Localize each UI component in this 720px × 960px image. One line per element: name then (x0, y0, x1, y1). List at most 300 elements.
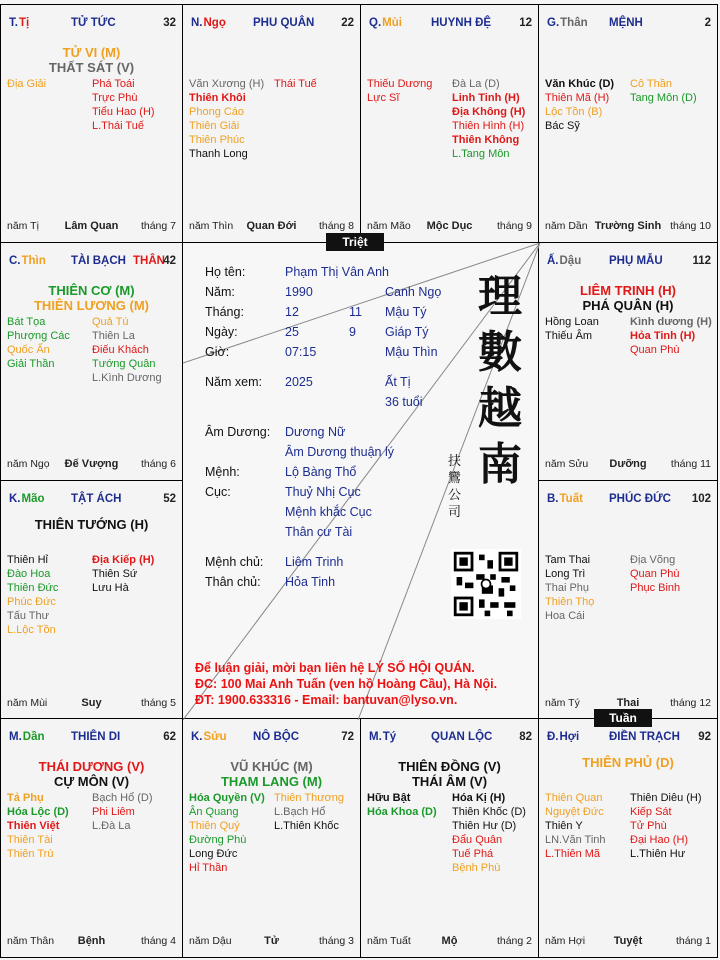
palace-footer (545, 935, 711, 949)
main-star: THIÊN TƯỚNG (H) (34, 517, 149, 532)
minor-star: Linh Tinh (H) (452, 92, 520, 104)
minor-star: Thiên Phúc (189, 134, 245, 146)
minor-star: Địa Không (H) (452, 106, 526, 118)
minor-star: L.Thái Tuế (92, 120, 144, 132)
main-star: THIÊN PHỦ (D) (582, 755, 674, 770)
gio-label: Giờ: (205, 345, 230, 359)
minor-star: Hoa Cái (545, 610, 585, 622)
palace-cell-mui[interactable] (360, 4, 539, 243)
main-star: TỬ VI (M) (62, 45, 121, 60)
right-stars (630, 791, 702, 861)
main-stars (539, 755, 717, 770)
palace-stage: Bệnh (77, 935, 106, 947)
main-stars (361, 759, 538, 789)
minor-star: Phi Liêm (92, 806, 135, 818)
palace-age: 92 (698, 731, 711, 743)
minor-star: Long Đức (189, 848, 238, 860)
minor-star: L.Thiên Mã (545, 848, 601, 860)
minor-star: Địa Giải (7, 78, 47, 90)
minor-star: L.Tang Môn (452, 148, 510, 160)
minor-star: Thiên Y (545, 820, 583, 832)
minor-star: Thiên Tài (7, 834, 53, 846)
palace-year: năm Dần (545, 220, 588, 232)
main-star: THAM LANG (M) (220, 774, 323, 789)
palace-cell-mao[interactable] (0, 480, 183, 720)
palace-age: 102 (691, 493, 711, 505)
palace-month: tháng 9 (496, 220, 532, 232)
main-star: THIÊN LƯƠNG (M) (33, 298, 150, 313)
palace-header (369, 17, 532, 33)
main-star: LIÊM TRINH (H) (579, 283, 677, 298)
palace-chi: Hợi (559, 731, 580, 743)
palace-year: năm Ngọ (7, 458, 50, 470)
palace-age: 112 (692, 255, 711, 267)
tuan-tag: Tuần (594, 709, 652, 727)
palace-stage: Tử (264, 935, 279, 947)
minor-star: Thiên Khốc (D) (452, 806, 526, 818)
left-stars (7, 791, 69, 861)
cuc-value: Thuỷ Nhị Cục (285, 485, 361, 499)
palace-chi: Mão (21, 493, 45, 505)
palace-name: PHÚC ĐỨC (609, 493, 671, 505)
minor-star: Bạch Hổ (D) (92, 792, 153, 804)
right-stars (630, 553, 680, 595)
palace-chi: Ngọ (203, 17, 226, 29)
left-stars (7, 77, 46, 91)
contact-address: ĐC: 100 Mai Anh Tuấn (ven hồ Hoàng Cầu), Hà Nội. (195, 677, 498, 691)
main-star: VŨ KHÚC (M) (230, 759, 313, 774)
menh-label: Mệnh: (205, 465, 240, 479)
minor-star: Lực Sĩ (367, 92, 400, 104)
right-stars (630, 77, 697, 105)
palace-year: năm Tuất (367, 935, 411, 947)
gio-can-chi: Mậu Thìn (385, 345, 438, 359)
ngay-can-chi: Giáp Tý (385, 325, 429, 339)
palace-month: tháng 5 (140, 697, 176, 709)
minor-star: Tuế Phá (452, 848, 494, 860)
left-stars (545, 553, 594, 623)
palace-header (9, 731, 176, 747)
palace-cell-ty[interactable] (360, 718, 539, 958)
minor-star: Nguyệt Đức (545, 806, 604, 818)
ho-ten-label: Họ tên: (205, 265, 246, 279)
palace-month: tháng 1 (675, 935, 711, 947)
minor-star: Thiên Hỉ (7, 554, 48, 566)
palace-age: 12 (519, 17, 532, 29)
palace-can: G. (547, 17, 560, 29)
palace-year: năm Hợi (545, 935, 586, 947)
minor-star: Quốc Ấn (7, 344, 50, 356)
palace-footer (367, 220, 532, 234)
palace-chi: Tị (18, 17, 30, 29)
left-stars (7, 315, 70, 371)
minor-star: Phượng Các (7, 330, 70, 342)
minor-star: Phong Cáo (189, 106, 245, 118)
minor-star: Lưu Hà (92, 582, 129, 594)
than-chu-label: Thân chủ: (205, 575, 261, 589)
than-chu-value: Hỏa Tinh (285, 575, 336, 589)
palace-can: Ấ. (547, 255, 559, 267)
minor-star: Văn Khúc (D) (545, 78, 615, 90)
main-star: THIÊN ĐỒNG (V) (398, 759, 501, 774)
minor-star: Bệnh Phù (452, 862, 501, 874)
palace-stage: Quan Đới (246, 220, 297, 232)
left-stars (189, 791, 265, 875)
palace-name: TẬT ÁCH (71, 493, 122, 505)
minor-star: Trực Phù (92, 92, 138, 104)
palace-header (191, 17, 354, 33)
minor-star: Điếu Khách (92, 344, 149, 356)
thang-label: Tháng: (205, 305, 244, 319)
main-star: THẤT SÁT (V) (48, 60, 135, 75)
than-cu-note: Thân cư Tài (285, 525, 353, 539)
palace-cell-than[interactable] (538, 4, 718, 243)
minor-star: Thiên Không (452, 134, 520, 146)
palace-year: năm Mùi (7, 697, 48, 709)
palace-name: QUAN LỘC (431, 731, 493, 743)
minor-star: Địa Kiếp (H) (92, 554, 155, 566)
minor-star: Tiểu Hao (H) (92, 106, 155, 118)
palace-month: tháng 6 (140, 458, 176, 470)
palace-footer (545, 458, 711, 472)
palace-cell-thin[interactable] (0, 242, 183, 481)
contact-phone-email: ĐT: 1900.633316 - Email: bantuvan@lyso.vn. (195, 693, 458, 707)
contact-line-1: Để luận giải, mời bạn liên hệ LÝ SỐ HỘI QUÁN. (195, 661, 475, 675)
palace-chi: Mùi (382, 17, 402, 29)
nam-can-chi: Canh Ngọ (385, 285, 442, 299)
palace-year: năm Sửu (545, 458, 589, 470)
palace-header (547, 17, 711, 33)
calligraphy-title: 理數越南 (478, 271, 522, 490)
palace-footer (367, 935, 532, 949)
nam-value: 1990 (285, 285, 313, 299)
minor-star: Thiên Thương (274, 792, 345, 804)
thang-value: 12 (285, 305, 299, 319)
palace-chi: Dậu (559, 255, 582, 267)
minor-star: Hồng Loan (545, 316, 599, 328)
palace-stage: Suy (81, 697, 102, 709)
palace-name: HUYNH ĐỆ (431, 17, 492, 29)
minor-star: Hỉ Thần (189, 862, 228, 874)
am-duong-value: Dương Nữ (285, 425, 346, 439)
minor-star: Hóa Lộc (D) (7, 806, 69, 818)
right-stars (92, 553, 154, 595)
minor-star: L.Thiên Khốc (274, 820, 339, 832)
palace-can: T. (9, 17, 18, 29)
palace-can: B. (547, 493, 559, 505)
palace-month: tháng 10 (670, 220, 711, 232)
palace-cell-ngo[interactable] (182, 4, 361, 243)
minor-star: Phá Toái (92, 78, 135, 90)
palace-can: K. (9, 493, 21, 505)
palace-name: TÀI BẠCH (71, 255, 126, 267)
palace-header (9, 493, 176, 509)
minor-star: Phục Binh (630, 582, 681, 594)
minor-star: Thiên Mã (H) (545, 92, 610, 104)
minor-star: Đà La (D) (452, 78, 500, 90)
minor-star: Hóa Kị (H) (452, 792, 506, 804)
right-stars (92, 315, 162, 385)
minor-star: Long Trì (545, 568, 586, 580)
main-stars (1, 45, 182, 75)
palace-stage: Mộ (441, 935, 458, 947)
palace-can: M. (9, 731, 22, 743)
minor-star: Thiên Quan (545, 792, 603, 804)
qr-code (451, 549, 521, 619)
palace-can: Q. (369, 17, 382, 29)
palace-footer (189, 935, 354, 949)
minor-star: Thái Tuế (274, 78, 317, 90)
minor-star: Hóa Quyền (V) (189, 792, 265, 804)
minor-star: Phúc Đức (7, 596, 56, 608)
minor-star: Thiên Đức (7, 582, 59, 594)
palace-stage: Trường Sinh (594, 220, 662, 232)
left-stars (545, 791, 606, 861)
palace-year: năm Tị (7, 220, 39, 232)
palace-cell-dan[interactable] (0, 718, 183, 958)
palace-can: K. (191, 731, 203, 743)
minor-star: Ân Quang (189, 806, 239, 818)
palace-age: 52 (163, 493, 176, 505)
palace-cell-dau[interactable] (538, 242, 718, 481)
main-star: THÁI ÂM (V) (411, 774, 488, 789)
menh-value: Lộ Bàng Thổ (285, 465, 357, 479)
minor-star: Thiên Khôi (189, 92, 246, 104)
tuoi-value: 36 tuổi (385, 395, 423, 409)
palace-footer (7, 458, 176, 472)
palace-year: năm Mão (367, 220, 411, 232)
palace-year: năm Thân (7, 935, 55, 947)
minor-star: Thiên Sứ (92, 568, 138, 580)
palace-footer (7, 697, 176, 711)
palace-stage: Mộc Dục (426, 220, 473, 232)
minor-star: Cô Thần (630, 78, 672, 90)
palace-year: năm Dậu (189, 935, 232, 947)
minor-star: L.Thiên Hư (630, 848, 686, 860)
ngay-value: 25 (285, 325, 299, 339)
minor-star: Bát Tọa (7, 316, 46, 328)
palace-stage: Dưỡng (609, 458, 647, 470)
menh-chu-value: Liêm Trinh (285, 555, 344, 569)
palace-month: tháng 11 (670, 458, 711, 470)
right-stars (92, 791, 153, 833)
main-stars (1, 517, 182, 532)
gio-value: 07:15 (285, 345, 317, 359)
am-duong-note: Âm Dương thuận lý (285, 445, 394, 459)
main-star: THIÊN CƠ (M) (48, 283, 135, 298)
palace-stage: Thai (616, 697, 640, 709)
palace-age: 72 (341, 731, 354, 743)
palace-chi: Thìn (21, 255, 46, 267)
minor-star: Quan Phù (630, 568, 680, 580)
minor-star: Thiên Hư (D) (452, 820, 517, 832)
palace-footer (7, 935, 176, 949)
minor-star: Giải Thần (7, 358, 55, 370)
minor-star: LN.Văn Tinh (545, 834, 606, 846)
minor-star: Tử Phù (630, 820, 667, 832)
minor-star: Thiên Thọ (545, 596, 595, 608)
minor-star: L.Bạch Hổ (274, 806, 326, 818)
minor-star: Hỏa Tinh (H) (630, 330, 696, 342)
palace-chi: Thân (560, 17, 588, 29)
palace-footer (7, 220, 176, 234)
triet-tag: Triệt (326, 233, 384, 251)
minor-star: Đường Phù (189, 834, 247, 846)
minor-star: Thiếu Âm (545, 330, 593, 342)
cuc-label: Cục: (205, 485, 231, 499)
left-stars (545, 315, 599, 343)
palace-can: M. (369, 731, 382, 743)
palace-chi: Tý (382, 731, 397, 743)
palace-header (547, 255, 711, 271)
palace-name: THIÊN DI (71, 731, 121, 743)
than-marker: THÂN (133, 255, 165, 267)
palace-age: 32 (163, 17, 176, 29)
palace-age: 42 (163, 255, 176, 267)
minor-star: Bác Sỹ (545, 120, 580, 132)
palace-chi: Sửu (203, 731, 227, 743)
minor-star: Thiên La (92, 330, 135, 342)
minor-star: Thiên Trù (7, 848, 54, 860)
palace-age: 82 (519, 731, 532, 743)
nam-xem-value: 2025 (285, 375, 313, 389)
minor-star: Đại Hao (H) (630, 834, 689, 846)
palace-age: 62 (163, 731, 176, 743)
minor-star: Thiếu Dương (367, 78, 433, 90)
minor-star: Tướng Quân (92, 358, 156, 370)
left-stars (367, 791, 437, 819)
palace-footer (189, 220, 354, 234)
left-stars (189, 77, 264, 161)
main-star: CỰ MÔN (V) (53, 774, 130, 789)
minor-star: Hóa Khoa (D) (367, 806, 437, 818)
palace-header (547, 731, 711, 747)
thang-can-chi: Mậu Tý (385, 305, 427, 319)
right-stars (452, 791, 526, 875)
palace-name: NÔ BỘC (253, 731, 299, 743)
palace-name: PHỤ MẪU (609, 255, 663, 267)
palace-header (9, 17, 176, 33)
palace-year: năm Thìn (189, 220, 234, 232)
minor-star: Đẩu Quân (452, 834, 503, 846)
minor-star: Thiên Giải (189, 120, 240, 132)
minor-star: Lộc Tồn (B) (545, 106, 603, 118)
palace-month: tháng 7 (140, 220, 176, 232)
palace-month: tháng 12 (670, 697, 711, 709)
left-stars (367, 77, 432, 105)
minor-star: Tam Thai (545, 554, 591, 566)
palace-age: 22 (341, 17, 354, 29)
minor-star: Quan Phù (630, 344, 680, 356)
palace-chi: Tuất (559, 493, 583, 505)
palace-stage: Đế Vượng (64, 458, 119, 470)
main-stars (1, 759, 182, 789)
left-stars (7, 553, 58, 637)
minor-star: Địa Võng (630, 554, 676, 566)
palace-month: tháng 2 (496, 935, 532, 947)
palace-cell-hoi[interactable] (538, 718, 718, 958)
main-stars (539, 283, 717, 313)
minor-star: L.Đà La (92, 820, 131, 832)
main-star: THÁI DƯƠNG (V) (38, 759, 145, 774)
minor-star: Thiên Quý (189, 820, 240, 832)
palace-month: tháng 4 (140, 935, 176, 947)
right-stars (274, 77, 317, 91)
minor-star: Thai Phụ (545, 582, 590, 594)
palace-month: tháng 8 (318, 220, 354, 232)
ngay-label: Ngày: (205, 325, 238, 339)
palace-header (191, 731, 354, 747)
center-info-panel (182, 242, 539, 719)
minor-star: Kiếp Sát (630, 806, 672, 818)
palace-name: ĐIỀN TRẠCH (609, 731, 680, 743)
cuc-note: Mệnh khắc Cục (285, 505, 372, 519)
seal-text: 扶鸞公司 (448, 454, 462, 520)
palace-can: N. (191, 17, 203, 29)
palace-can: Đ. (547, 731, 559, 743)
minor-star: Quả Tú (92, 316, 129, 328)
minor-star: Thiên Diêu (H) (630, 792, 702, 804)
minor-star: Hữu Bật (367, 792, 411, 804)
minor-star: L.Kình Dương (92, 372, 162, 384)
palace-footer (545, 220, 711, 234)
palace-cell-ti[interactable] (0, 4, 183, 243)
palace-name: PHU QUÂN (253, 17, 315, 29)
minor-star: Tang Môn (D) (630, 92, 697, 104)
palace-month: tháng 3 (318, 935, 354, 947)
minor-star: Thanh Long (189, 148, 248, 160)
palace-year: năm Tý (545, 697, 580, 709)
minor-star: Kình dương (H) (630, 316, 712, 328)
right-stars (92, 77, 155, 133)
palace-cell-suu[interactable] (182, 718, 361, 958)
am-duong-label: Âm Dương: (205, 425, 271, 439)
minor-star: Tả Phụ (7, 792, 44, 804)
nam-xem-can-chi: Ất Tị (385, 375, 411, 389)
palace-cell-tuat[interactable] (538, 480, 718, 720)
right-stars (452, 77, 525, 161)
minor-star: Thiên Hình (H) (452, 120, 525, 132)
palace-chi: Dần (22, 731, 45, 743)
minor-star: Tấu Thư (7, 610, 50, 622)
palace-header (9, 255, 176, 271)
minor-star: Đào Hoa (7, 568, 51, 580)
minor-star: Văn Xương (H) (189, 78, 265, 90)
palace-header (547, 493, 711, 509)
left-stars (545, 77, 614, 133)
main-stars (183, 759, 360, 789)
main-star: PHÁ QUÂN (H) (582, 298, 674, 313)
ngay-am-lich: 9 (349, 325, 356, 339)
nam-xem-label: Năm xem: (205, 375, 262, 389)
minor-star: L.Lộc Tồn (7, 624, 56, 636)
minor-star: Thiên Việt (7, 820, 60, 832)
palace-age: 2 (704, 17, 711, 29)
right-stars (630, 315, 712, 357)
palace-can: C. (9, 255, 21, 267)
menh-chu-label: Mệnh chủ: (205, 555, 264, 569)
nam-label: Năm: (205, 285, 235, 299)
palace-name: MỆNH (609, 17, 643, 29)
thang-am-lich: 11 (349, 305, 362, 319)
ho-ten-value: Phạm Thị Vân Anh (285, 265, 390, 279)
right-stars (274, 791, 344, 833)
main-stars (1, 283, 182, 313)
palace-name: TỬ TỨC (71, 17, 116, 29)
palace-stage: Lâm Quan (64, 220, 119, 232)
palace-header (369, 731, 532, 747)
palace-stage: Tuyệt (613, 935, 643, 947)
